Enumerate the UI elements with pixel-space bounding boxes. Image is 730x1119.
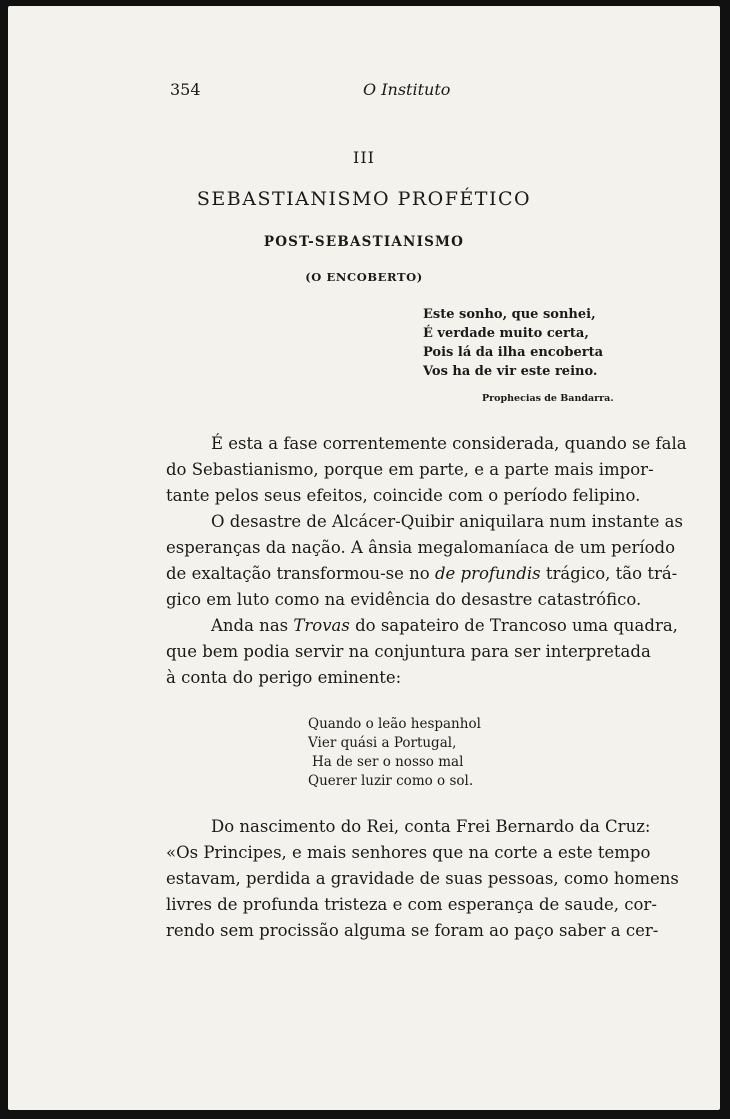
text-line: O desastre de Alcácer-Quibir aniquilara num instante as — [211, 512, 683, 531]
quatrain-line: Querer luzir como o sol. — [308, 773, 474, 789]
section-title: SEBASTIANISMO PROFÉTICO — [196, 188, 532, 210]
running-title: O Instituto — [363, 80, 451, 99]
quatrain-line: Vier quási a Portugal, — [308, 735, 457, 751]
quatrain-line: Quando o leão hespanhol — [308, 716, 481, 732]
epigraph-line: Este sonho, que sonhei, — [423, 307, 596, 322]
text-line: à conta do perigo eminente: — [166, 668, 402, 687]
text-line: gico em luto como na evidência do desastre catastrófico. — [166, 590, 642, 609]
quatrain — [308, 715, 481, 791]
epigraph-line: Pois lá da ilha encoberta — [423, 345, 604, 360]
paragraph — [166, 613, 678, 691]
text-line: estavam, perdida a gravidade de suas pessoas, como homens — [166, 869, 679, 888]
text-line: que bem podia servir na conjuntura para ser interpretada — [166, 642, 651, 661]
section-subsubtitle: (O ENCOBERTO) — [305, 270, 423, 284]
page-number: 354 — [170, 80, 201, 99]
paragraph — [166, 431, 687, 509]
quatrain-line: Ha de ser o nosso mal — [312, 754, 464, 770]
text-line: de exaltação transformou-se no de profundis trágico, tão trá- — [166, 564, 678, 583]
text-line: esperanças da nação. A ânsia megalomaníaca de um período — [166, 538, 676, 557]
paragraph — [166, 814, 679, 944]
text-line: livres de profunda tristeza e com esperança de saude, cor- — [166, 895, 657, 914]
paragraph — [166, 509, 683, 613]
epigraph-line: É verdade muito certa, — [423, 326, 589, 341]
page — [8, 6, 720, 1110]
text-line: É esta a fase correntemente considerada, quando se fala — [211, 434, 687, 453]
section-subtitle: POST-SEBASTIANISMO — [263, 234, 465, 250]
text-line: tante pelos seus efeitos, coincide com o período felipino. — [166, 486, 641, 505]
text-line: Anda nas Trovas do sapateiro de Trancoso uma quadra, — [211, 616, 678, 635]
epigraph-line: Vos ha de vir este reino. — [423, 364, 598, 379]
section-numeral: III — [353, 148, 375, 167]
epigraph — [423, 305, 603, 381]
text-line: Do nascimento do Rei, conta Frei Bernardo da Cruz: — [211, 817, 651, 836]
text-line: «Os Principes, e mais senhores que na corte a este tempo — [166, 843, 651, 862]
epigraph-source: Prophecias de Bandarra. — [482, 393, 614, 404]
text-line: rendo sem procissão alguma se foram ao paço saber a cer- — [166, 921, 659, 940]
text-line: do Sebastianismo, porque em parte, e a parte mais impor- — [166, 460, 654, 479]
